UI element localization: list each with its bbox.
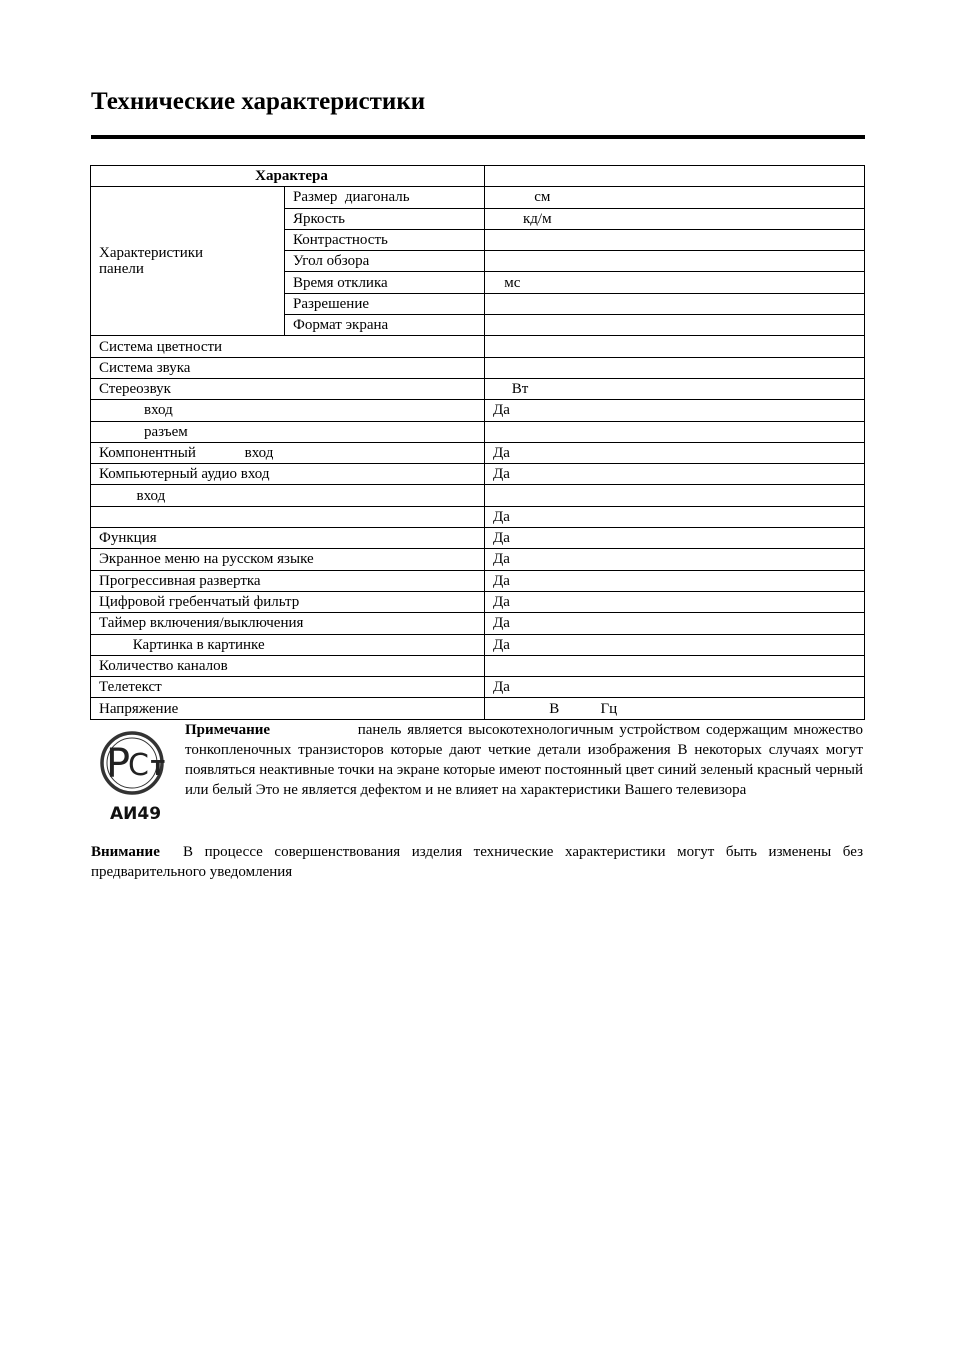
- spec-label: Экранное меню на русском языке: [91, 549, 485, 570]
- spec-label: Компьютерный аудио вход: [91, 464, 485, 485]
- spec-value: Да: [485, 442, 865, 463]
- logo-letter-p: P: [106, 741, 131, 787]
- spec-label: Стереозвук: [91, 378, 485, 399]
- spec-label: Угол обзора: [285, 251, 485, 272]
- table-row: [91, 549, 865, 570]
- spec-value: мс: [485, 272, 865, 293]
- spec-value: [485, 485, 865, 506]
- table-header-value: [485, 166, 865, 187]
- page-title: Технические характеристики: [91, 88, 426, 115]
- logo-code: АИ49: [110, 804, 162, 824]
- spec-label: вход: [91, 485, 485, 506]
- table-row: [91, 528, 865, 549]
- spec-label: Прогрессивная развертка: [91, 570, 485, 591]
- spec-value: [485, 251, 865, 272]
- title-rule: [91, 135, 865, 139]
- note-text: панель является высокотехнологичным устройством содержащим множество тонкопленочных транзисторов которые дают четкие детали изображения В некоторых случаях могут появляться неактивные точки на экране которые имеют постоянный цвет синий зеленый красный черный или белый Это не является дефектом и не влияет на характеристики Вашего телевизора: [185, 722, 863, 798]
- spec-value: кд/м: [485, 208, 865, 229]
- table-row: [91, 634, 865, 655]
- spec-label: Картинка в картинке: [91, 634, 485, 655]
- attention-text: В процессе совершенствования изделия технические характеристики могут быть изменены без предварительного уведомления: [91, 844, 863, 880]
- spec-value: [485, 336, 865, 357]
- spec-value: Да: [485, 464, 865, 485]
- pct-certification-logo: [98, 730, 174, 826]
- spec-value: см: [485, 187, 865, 208]
- note-label: Примечание: [185, 722, 271, 738]
- logo-letter-t: T: [151, 756, 165, 780]
- spec-table: [90, 165, 865, 720]
- spec-value: Да: [485, 591, 865, 612]
- spec-label: Формат экрана: [285, 315, 485, 336]
- spec-value: [485, 357, 865, 378]
- spec-value: [485, 293, 865, 314]
- table-header-row: [91, 166, 865, 187]
- spec-value: [485, 421, 865, 442]
- spec-label: Система цветности: [91, 336, 485, 357]
- spec-value: [485, 655, 865, 676]
- spec-label: Яркость: [285, 208, 485, 229]
- table-row: [91, 506, 865, 527]
- attention-label: Внимание: [91, 844, 160, 860]
- spec-value: Да: [485, 528, 865, 549]
- table-row: [91, 336, 865, 357]
- table-row: [91, 655, 865, 676]
- spec-label: Напряжение: [91, 698, 485, 719]
- spec-value: Да: [485, 570, 865, 591]
- table-row: [91, 357, 865, 378]
- table-row: [91, 421, 865, 442]
- spec-value: В Гц: [485, 698, 865, 719]
- spec-label: [91, 506, 485, 527]
- spec-value: Да: [485, 400, 865, 421]
- table-row: [91, 698, 865, 719]
- spec-label: Время отклика: [285, 272, 485, 293]
- table-row: [91, 187, 865, 208]
- spec-value: Да: [485, 677, 865, 698]
- spec-label: Контрастность: [285, 229, 485, 250]
- spec-label: Таймер включения/выключения: [91, 613, 485, 634]
- spec-value: Да: [485, 634, 865, 655]
- spec-label: Цифровой гребенчатый фильтр: [91, 591, 485, 612]
- attention-paragraph: [91, 842, 863, 882]
- table-row: [91, 442, 865, 463]
- spec-label: разъем: [91, 421, 485, 442]
- table-header: Характера: [91, 166, 485, 187]
- spec-label: Система звука: [91, 357, 485, 378]
- spec-value: Да: [485, 613, 865, 634]
- table-row: [91, 613, 865, 634]
- spec-value: Да: [485, 549, 865, 570]
- spec-label: вход: [91, 400, 485, 421]
- spec-label: Телетекст: [91, 677, 485, 698]
- table-row: [91, 485, 865, 506]
- spec-label: Количество каналов: [91, 655, 485, 676]
- spec-label: Компонентный вход: [91, 442, 485, 463]
- panel-group-label: Характеристики панели: [91, 187, 285, 336]
- spec-label: Разрешение: [285, 293, 485, 314]
- spec-value: [485, 229, 865, 250]
- spec-label: Функция: [91, 528, 485, 549]
- logo-letter-c: C: [128, 748, 149, 783]
- spec-value: Вт: [485, 378, 865, 399]
- table-row: [91, 591, 865, 612]
- spec-value: [485, 315, 865, 336]
- spec-label: Размер диагональ: [285, 187, 485, 208]
- spec-value: Да: [485, 506, 865, 527]
- table-row: [91, 677, 865, 698]
- table-row: [91, 400, 865, 421]
- note-paragraph: [185, 720, 863, 800]
- table-row: [91, 464, 865, 485]
- table-row: [91, 378, 865, 399]
- table-row: [91, 570, 865, 591]
